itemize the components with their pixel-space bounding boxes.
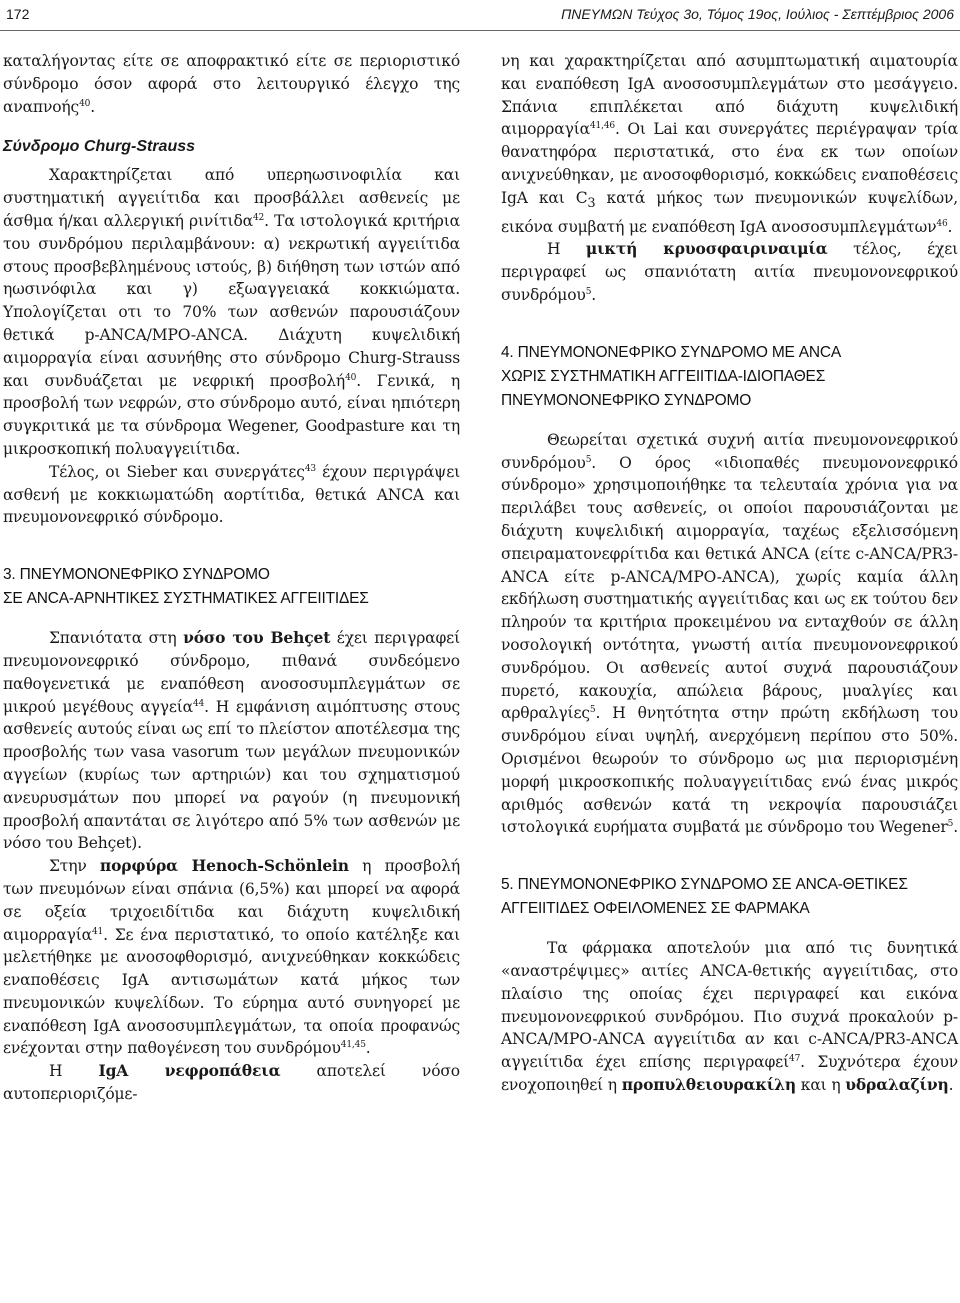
paragraph: Η IgA νεφροπάθεια αποτελεί νόσο αυτοπεριοριζόμε- xyxy=(3,1061,460,1104)
left-column xyxy=(3,50,460,1106)
journal-title: ΠΝΕΥΜΩΝ Τεύχος 3ο, Τόμος 19ος, Ιούλιος - Σεπτέμβριος 2006 xyxy=(561,6,954,22)
citation: 5 xyxy=(589,705,596,716)
citation: 40 xyxy=(345,372,357,383)
subscript: 3 xyxy=(587,195,596,211)
section-heading: 3. ΠΝΕΥΜΟΝΟΝΕΦΡΙΚΟ ΣΥΝΔΡΟΜΟ ΣΕ ANCA-ΑΡΝΗΤΙΚΕΣ ΣΥΣΤΗΜΑΤΙΚΕΣ ΑΓΓΕΙΙΤΙΔΕΣ xyxy=(3,566,369,608)
citation: 41 xyxy=(91,926,104,937)
citation: 46 xyxy=(936,218,948,229)
citation: 47 xyxy=(789,1054,801,1065)
subsection-heading: Σύνδρομο Churg-Strauss xyxy=(3,138,196,156)
citation: 41,45 xyxy=(340,1040,366,1051)
citation: 42 xyxy=(252,212,265,223)
citation: 5 xyxy=(585,454,592,465)
paragraph: Τα φάρμακα αποτελούν μια από τις δυνητικά «αναστρέψιμες» αιτίες ANCA-θετικής αγγειίτιδας, στο πλαίσιο της οποίας έχει περιγραφεί και εικόνα πνευμονονεφρικού συνδρόμου. Πιο συχνά προκαλούν p-ANCA/MPO-ANCA αγγειίτιδα αν και c-ANCA/PR3-ANCA αγγειίτιδα έχει επίσης περιγραφεί$^{47}$. Συχνότερα έχουν ενοχοποιηθεί η προπυλθειουρακίλη και η υδραλαζίνη. xyxy=(501,939,958,1094)
section-heading: 4. ΠΝΕΥΜΟΝΟΝΕΦΡΙΚΟ ΣΥΝΔΡΟΜΟ ΜΕ ANCA ΧΩΡΙΣ ΣΥΣΤΗΜΑΤΙΚΗ ΑΓΓΕΙΙΤΙΔΑ-ΙΔΙΟΠΑΘΕΣ ΠΝΕΥΜΟΝΟΝΕΦΡΙΚΟ ΣΥΝΔΡΟΜΟ xyxy=(501,343,842,409)
citation: 40 xyxy=(79,98,91,109)
paragraph: νη και χαρακτηρίζεται από ασυμπτωματική αιματουρία και εναπόθεση IgA ανοσοσυμπλεγμάτων στο μεσάγγειο. Σπάνια επιπλέκεται από διάχυτη κυψελιδική αιμορραγία$^{41,46}$. Οι Lai και συνεργάτες περιέγραψαν τρία θανατηφόρα περιστατικά, στο ένα εκ των οποίων ανιχνεύθηκαν, με ανοσοφθορισμό, κοκκώδεις εναποθέσεις IgA και $C_3$ κατά μήκος των πνευμονικών κυψελίδων, εικόνα συμβατή με εναπόθεση IgA ανοσοσυμπλεγμάτων$^{46}$. xyxy=(501,52,958,236)
running-header xyxy=(0,0,960,31)
paragraph: Στην πορφύρα Henoch-Schönlein η προσβολή των πνευμόνων είναι σπάνια (6,5%) και μπορεί να αφορά σε οξεία τριχοειδίτιδα και διάχυτη κυψελιδική αιμορραγία$^{41}$. Σε ένα περιστατικό, το οποίο κατέληξε και μελετήθηκε με ανοσοφθορισμό, ανιχνεύθηκαν κοκκώδεις εναποθέσεις IgA αντισωμάτων κατά μήκος των πνευμονικών κυψελίδων. Το εύρημα αυτό συνηγορεί με εναπόθεση IgA ανοσοσυμπλεγμάτων, τα οποία προφανώς ενέχονται στην παθογένεση του συνδρόμου$^{41,45}$. xyxy=(3,856,460,1058)
citation: 43 xyxy=(304,463,316,474)
paragraph: Η μικτή κρυοσφαιριναιμία τέλος, έχει περιγραφεί ως σπανιότατη αιτία πνευμονονεφρικού συνδρόμου$^5$. xyxy=(501,239,958,305)
paragraph: Θεωρείται σχετικά συχνή αιτία πνευμονονεφρικού συνδρόμου$^5$. Ο όρος «ιδιοπαθές πνευμονονεφρικό σύνδρομο» χρησιμοποιήθηκε τα τελευταία χρόνια για να περιλάβει τους ασθενείς, οι οποίοι παρουσιάζονται με διάχυτη κυψελιδική αιμορραγία, ταχέως εξελισσόμενη σπειραματονεφρίτιδα και θετικά ANCA (είτε c-ANCA/PR3-ANCA είτε p-ANCA/MPO-ANCA), χωρίς καμία άλλη εκδήλωση συστηματικής αγγειίτιδας και ως εκ τούτου δεν πληρούν τα κριτήρια προκειμένου να ενταχθούν σε άλλη νοσολογική οντότητα, γνωστή αιτία πνευμονονεφρικού συνδρόμου. Οι ασθενείς αυτοί συχνά παρουσιάζουν πυρετό, κακουχία, απώλεια βάρους, μυαλγίες και αρθραλγίες$^5$. Η θνητότητα στην πρώτη εκδήλωση του συνδρόμου είναι υψηλή, ανερχόμενη περίπου στο 50%. Ορισμένοι θεωρούν το σύνδρομο ως μια περιορισμένη μορφή μικροσκοπικής πολυαγγειίτιδας ενώ ένας μικρός αριθμός ασθενών κατά τη νεκροψία παρουσιάζει ιστολογικά ευρήματα συμβατά με σύνδρομο του Wegener$^5$. xyxy=(501,430,959,837)
citation: 41,46 xyxy=(589,121,615,132)
section-heading: 5. ΠΝΕΥΜΟΝΟΝΕΦΡΙΚΟ ΣΥΝΔΡΟΜΟ ΣΕ ANCA-ΘΕΤΙΚΕΣ ΑΓΓΕΙΙΤΙΔΕΣ ΟΦΕΙΛΟΜΕΝΕΣ ΣΕ ΦΑΡΜΑΚΑ xyxy=(501,876,908,918)
citation: 5 xyxy=(585,286,592,297)
right-column xyxy=(501,50,958,1097)
citation: 44 xyxy=(192,698,205,709)
paragraph: Χαρακτηρίζεται από υπερηωσινοφιλία και συστηματική αγγειίτιδα και προσβάλλει ασθενείς με άσθμα ή/και αλλεργική ρινίτιδα$^{42}$. Τα ιστολογικά κριτήρια του συνδρόμου περιλαμβάνουν: α) νεκρωτική αγγειίτιδα στους προσβεβλημένους ιστούς, β) διήθηση των ιστών από ηωσινόφιλα και γ) εξωαγγειακά κοκκιώματα. Υπολογίζεται οτι το 70% των ασθενών παρουσιάζουν θετικά p-ANCA/MPO-ANCA. Διάχυτη κυψελιδική αιμορραγία είναι ασυνήθης στο σύνδρομο Churg-Strauss και συνδυάζεται με νεφρική προσβολή$^{40}$. Γενικά, η προσβολή των νεφρών, στο σύνδρομο αυτό, είναι ηπιότερη συγκριτικά με τα σύνδρομα Wegener, Goodpasture και τη μικροσκοπική πολυαγγειίτιδα. xyxy=(3,166,460,458)
paragraph: Τέλος, οι Sieber και συνεργάτες$^{43}$ έχουν περιγράψει ασθενή με κοκκιωματώδη αορτίτιδα, θετικά ANCA και πνευμονονεφρικό σύνδρομο. xyxy=(3,462,460,527)
citation: 5 xyxy=(947,819,954,830)
page-number: 172 xyxy=(6,6,30,22)
paragraph: καταλήγοντας είτε σε αποφρακτικό είτε σε περιοριστικό σύνδρομο όσον αφορά στο λειτουργικό έλεγχο της αναπνοής$^{40}$. xyxy=(3,52,460,116)
paragraph: Σπανιότατα στη νόσο του Behçet έχει περιγραφεί πνευμονονεφρικό σύνδρομο, πιθανά συνδεόμενο παθογενετικά με εναπόθεση ανοσοσυμπλεγμάτων σε μικρού μεγέθους αγγεία$^{44}$. Η εμφάνιση αιμόπτυσης στους ασθενείς αυτούς είναι ως επί το πλείστον αποτέλεσμα της προσβολής των vasa vasorum των μεγάλων πνευμονικών αγγείων (κυρίως των αρτηριών) και του σχηματισμού ανευρυσμάτων που μπορεί να ραγούν (η πνευμονική προσβολή απαντάται σε λιγότερο από 5% των ασθενών με νόσο του Behçet). xyxy=(3,628,460,853)
